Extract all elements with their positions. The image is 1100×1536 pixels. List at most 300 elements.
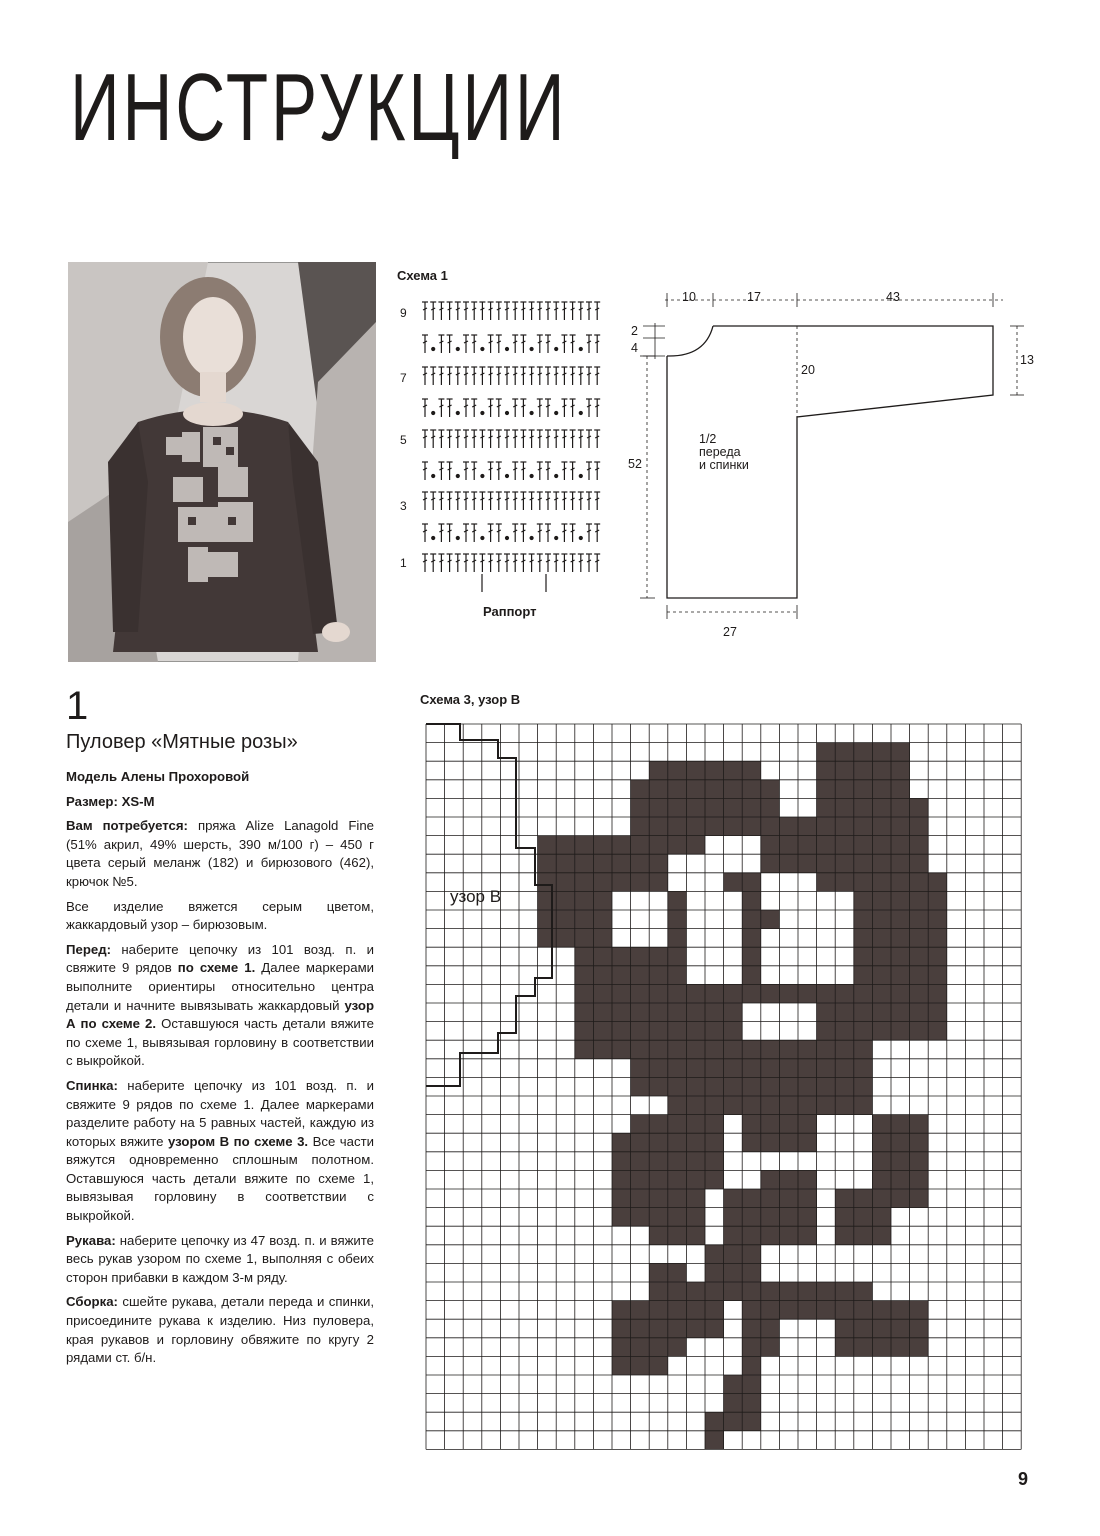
filled-cell	[779, 1077, 798, 1096]
page-number: 9	[1018, 1469, 1029, 1489]
filled-cell	[724, 1282, 743, 1301]
piece-label-1: 1/2	[699, 432, 717, 446]
filled-cell	[761, 798, 780, 817]
filled-cell	[631, 1301, 650, 1320]
filled-cell	[668, 1301, 687, 1320]
filled-cell	[742, 1077, 761, 1096]
filled-cell	[872, 836, 891, 855]
filled-cell	[686, 1170, 705, 1189]
filled-cell	[686, 761, 705, 780]
filled-cell	[910, 1152, 929, 1171]
filled-cell	[631, 1022, 650, 1041]
piece-label-2: переда	[699, 445, 741, 459]
filled-cell	[817, 836, 836, 855]
filled-cell	[779, 1133, 798, 1152]
filled-cell	[668, 1040, 687, 1059]
filled-cell	[742, 1263, 761, 1282]
filled-cell	[835, 1040, 854, 1059]
filled-cell	[872, 854, 891, 873]
filled-cell	[798, 1096, 817, 1115]
filled-cell	[593, 966, 612, 985]
filled-cell	[612, 966, 631, 985]
filled-cell	[668, 929, 687, 948]
filled-cell	[649, 1226, 668, 1245]
filled-cell	[910, 1338, 929, 1357]
stitch-mark	[530, 537, 533, 540]
filled-cell	[649, 1059, 668, 1078]
filled-cell	[631, 798, 650, 817]
filled-cell	[668, 1077, 687, 1096]
filled-cell	[817, 873, 836, 892]
stitch-mark	[579, 348, 582, 351]
filled-cell	[724, 1208, 743, 1227]
stitch-mark	[432, 475, 435, 478]
stitch-mark	[579, 537, 582, 540]
filled-cell	[686, 1077, 705, 1096]
filled-cell	[798, 854, 817, 873]
filled-cell	[649, 1170, 668, 1189]
filled-cell	[724, 1263, 743, 1282]
filled-cell	[891, 1115, 910, 1134]
filled-cell	[872, 1208, 891, 1227]
filled-cell	[835, 798, 854, 817]
filled-cell	[761, 1040, 780, 1059]
filled-cell	[612, 1189, 631, 1208]
filled-cell	[835, 743, 854, 762]
filled-cell	[835, 1319, 854, 1338]
filled-cell	[668, 1152, 687, 1171]
filled-cell	[854, 1338, 873, 1357]
sleeves-paragraph	[66, 1232, 374, 1288]
filled-cell	[612, 1319, 631, 1338]
filled-cell	[649, 1133, 668, 1152]
sleeves-text: наберите цепочку из 47 возд. п. и вяжите весь рукав узором по схеме 1, выполняя с обеих сторон прибавки в каждом 3-м ряду.	[66, 1232, 374, 1285]
filled-cell	[761, 1077, 780, 1096]
filled-cell	[705, 1301, 724, 1320]
filled-cell	[649, 1115, 668, 1134]
filled-cell	[798, 1059, 817, 1078]
filled-cell	[891, 854, 910, 873]
filled-cell	[612, 947, 631, 966]
filled-cell	[649, 798, 668, 817]
filled-cell	[817, 817, 836, 836]
filled-cell	[872, 1022, 891, 1041]
filled-cell	[872, 1152, 891, 1171]
filled-cell	[668, 1226, 687, 1245]
filled-cell	[686, 1208, 705, 1227]
filled-cell	[631, 854, 650, 873]
filled-cell	[854, 1226, 873, 1245]
filled-cell	[761, 1096, 780, 1115]
filled-cell	[910, 1189, 929, 1208]
filled-cell	[668, 836, 687, 855]
filled-cell	[761, 1282, 780, 1301]
filled-cell	[891, 1022, 910, 1041]
filled-cell	[835, 873, 854, 892]
filled-cell	[761, 1115, 780, 1134]
filled-cell	[612, 836, 631, 855]
filled-cell	[854, 1022, 873, 1041]
filled-cell	[575, 910, 594, 929]
repeat-label: Раппорт	[483, 604, 537, 619]
filled-cell	[742, 1375, 761, 1394]
filled-cell	[854, 854, 873, 873]
filled-cell	[891, 1319, 910, 1338]
filled-cell	[854, 947, 873, 966]
filled-cell	[761, 1133, 780, 1152]
stitch-mark	[555, 537, 558, 540]
dim-armhole: 20	[801, 363, 815, 377]
filled-cell	[891, 873, 910, 892]
stitch-mark	[456, 475, 459, 478]
filled-cell	[538, 836, 557, 855]
filled-cell	[649, 1356, 668, 1375]
filled-cell	[854, 1282, 873, 1301]
filled-cell	[891, 1152, 910, 1171]
filled-cell	[742, 1412, 761, 1431]
filled-cell	[761, 854, 780, 873]
filled-cell	[612, 1152, 631, 1171]
filled-cell	[835, 761, 854, 780]
filled-cell	[779, 1115, 798, 1134]
filled-cell	[835, 817, 854, 836]
filled-cell	[724, 1412, 743, 1431]
filled-cell	[854, 780, 873, 799]
filled-cell	[668, 966, 687, 985]
filled-cell	[649, 1077, 668, 1096]
filled-cell	[910, 854, 929, 873]
filled-cell	[686, 817, 705, 836]
filled-cell	[649, 1208, 668, 1227]
filled-cell	[612, 984, 631, 1003]
filled-cell	[891, 817, 910, 836]
filled-cell	[631, 1003, 650, 1022]
filled-cell	[817, 1077, 836, 1096]
front-bold-1: по схеме 1.	[177, 960, 256, 976]
filled-cell	[835, 1003, 854, 1022]
filled-cell	[742, 873, 761, 892]
filled-cell	[742, 1245, 761, 1264]
filled-cell	[575, 1022, 594, 1041]
filled-cell	[668, 1338, 687, 1357]
filled-cell	[761, 1059, 780, 1078]
filled-cell	[593, 891, 612, 910]
filled-cell	[631, 984, 650, 1003]
filled-cell	[798, 1040, 817, 1059]
filled-cell	[854, 891, 873, 910]
filled-cell	[649, 947, 668, 966]
filled-cell	[705, 1077, 724, 1096]
filled-cell	[612, 1356, 631, 1375]
filled-cell	[854, 984, 873, 1003]
filled-cell	[556, 873, 575, 892]
filled-cell	[779, 984, 798, 1003]
filled-cell	[817, 798, 836, 817]
garment-pattern-diagram	[625, 285, 1045, 645]
filled-cell	[910, 1003, 929, 1022]
filled-cell	[668, 1115, 687, 1134]
assembly-text: сшейте рукава, детали переда и спинки, присоедините рукава к изделию. Низ пуловера, края рукавов и горловину обвяжите по кругу 2 рядами ст. б/н.	[66, 1294, 374, 1366]
dim-neck-width: 10	[682, 290, 696, 304]
filled-cell	[705, 1245, 724, 1264]
scheme1-row-1: 1	[400, 556, 407, 570]
filled-cell	[817, 761, 836, 780]
front-text-2: Далее маркерами выполните ориентиры относительно центра детали и начните вывязывать жаккардовый	[66, 960, 375, 1013]
filled-cell	[910, 798, 929, 817]
filled-cell	[686, 780, 705, 799]
article-number: 1	[66, 684, 89, 728]
filled-cell	[612, 1133, 631, 1152]
filled-cell	[668, 1003, 687, 1022]
filled-cell	[872, 910, 891, 929]
stitch-mark	[579, 412, 582, 415]
filled-cell	[668, 1189, 687, 1208]
filled-cell	[779, 1189, 798, 1208]
filled-cell	[854, 1059, 873, 1078]
filled-cell	[872, 1003, 891, 1022]
filled-cell	[575, 929, 594, 948]
filled-cell	[649, 1022, 668, 1041]
filled-cell	[686, 1282, 705, 1301]
filled-cell	[854, 743, 873, 762]
filled-cell	[742, 1133, 761, 1152]
filled-cell	[872, 1133, 891, 1152]
front-text-1: наберите цепочку из 101 возд. п. и свяжите 9 рядов	[66, 941, 374, 976]
filled-cell	[705, 761, 724, 780]
filled-cell	[835, 780, 854, 799]
filled-cell	[872, 929, 891, 948]
filled-cell	[538, 873, 557, 892]
filled-cell	[854, 1319, 873, 1338]
filled-cell	[798, 1301, 817, 1320]
filled-cell	[910, 836, 929, 855]
filled-cell	[631, 1059, 650, 1078]
filled-cell	[891, 743, 910, 762]
filled-cell	[742, 1096, 761, 1115]
filled-cell	[798, 836, 817, 855]
filled-cell	[686, 798, 705, 817]
filled-cell	[686, 1040, 705, 1059]
filled-cell	[705, 1096, 724, 1115]
filled-cell	[928, 1003, 947, 1022]
model-photo-icon	[68, 262, 376, 662]
filled-cell	[891, 947, 910, 966]
filled-cell	[705, 1412, 724, 1431]
filled-cell	[891, 910, 910, 929]
intro-paragraph: Все изделие вяжется серым цветом, жаккардовый узор – бирюзовым.	[66, 898, 374, 933]
filled-cell	[742, 1282, 761, 1301]
filled-cell	[835, 836, 854, 855]
filled-cell	[891, 780, 910, 799]
filled-cell	[668, 817, 687, 836]
filled-cell	[631, 1319, 650, 1338]
filled-cell	[724, 984, 743, 1003]
filled-cell	[668, 1282, 687, 1301]
filled-cell	[668, 780, 687, 799]
stitch-mark	[579, 475, 582, 478]
filled-cell	[631, 966, 650, 985]
dim-sleeve-length: 43	[886, 290, 900, 304]
filled-cell	[910, 910, 929, 929]
filled-cell	[668, 984, 687, 1003]
filled-cell	[817, 1022, 836, 1041]
filled-cell	[854, 1077, 873, 1096]
filled-cell	[631, 947, 650, 966]
filled-cell	[854, 836, 873, 855]
filled-cell	[649, 780, 668, 799]
size-label: Размер:	[66, 793, 118, 809]
filled-cell	[910, 891, 929, 910]
filled-cell	[835, 1096, 854, 1115]
filled-cell	[854, 929, 873, 948]
filled-cell	[798, 1282, 817, 1301]
filled-cell	[705, 817, 724, 836]
filled-cell	[854, 1003, 873, 1022]
filled-cell	[742, 1301, 761, 1320]
filled-cell	[910, 984, 929, 1003]
filled-cell	[593, 1040, 612, 1059]
filled-cell	[761, 780, 780, 799]
filled-cell	[742, 1226, 761, 1245]
materials-paragraph	[66, 817, 374, 891]
stitch-mark	[481, 412, 484, 415]
filled-cell	[705, 780, 724, 799]
filled-cell	[779, 1170, 798, 1189]
article	[66, 686, 374, 1374]
filled-cell	[835, 1059, 854, 1078]
filled-cell	[724, 1040, 743, 1059]
filled-cell	[631, 1115, 650, 1134]
filled-cell	[631, 1189, 650, 1208]
materials-text: пряжа Alize Lanagold Fine (51% акрил, 49% шерсть, 390 м/100 г) – 450 г цвета серый меланж (182) и бирюзового (462), крючок №5.	[66, 818, 374, 889]
filled-cell	[742, 1115, 761, 1134]
filled-cell	[649, 854, 668, 873]
sleeves-label: Рукава:	[66, 1232, 116, 1248]
filled-cell	[742, 817, 761, 836]
filled-cell	[593, 854, 612, 873]
filled-cell	[612, 1170, 631, 1189]
filled-cell	[705, 984, 724, 1003]
filled-cell	[872, 1170, 891, 1189]
article-size	[66, 793, 374, 812]
filled-cell	[575, 854, 594, 873]
filled-cell	[891, 1301, 910, 1320]
filled-cell	[742, 1208, 761, 1227]
filled-cell	[872, 966, 891, 985]
filled-cell	[817, 1059, 836, 1078]
filled-cell	[761, 1226, 780, 1245]
stitch-mark	[456, 348, 459, 351]
filled-cell	[724, 1394, 743, 1413]
filled-cell	[649, 1263, 668, 1282]
filled-cell	[835, 1282, 854, 1301]
stitch-mark	[506, 348, 509, 351]
filled-cell	[538, 929, 557, 948]
filled-cell	[668, 1208, 687, 1227]
filled-cell	[928, 984, 947, 1003]
front-label: Перед:	[66, 941, 111, 957]
model-photo	[68, 262, 376, 662]
stitch-mark	[456, 412, 459, 415]
filled-cell	[575, 1003, 594, 1022]
filled-cell	[779, 1301, 798, 1320]
filled-cell	[705, 1040, 724, 1059]
filled-cell	[854, 761, 873, 780]
filled-cell	[742, 1356, 761, 1375]
filled-cell	[779, 836, 798, 855]
filled-cell	[575, 947, 594, 966]
filled-cell	[854, 1040, 873, 1059]
filled-cell	[835, 1077, 854, 1096]
filled-cell	[668, 1170, 687, 1189]
filled-cell	[910, 1319, 929, 1338]
filled-cell	[854, 910, 873, 929]
filled-cell	[742, 1338, 761, 1357]
filled-cell	[649, 1301, 668, 1320]
filled-cell	[649, 836, 668, 855]
filled-cell	[742, 1040, 761, 1059]
filled-cell	[742, 891, 761, 910]
front-bold-2: узор А по схеме 2.	[66, 997, 374, 1032]
filled-cell	[872, 1115, 891, 1134]
filled-cell	[649, 984, 668, 1003]
filled-cell	[593, 1003, 612, 1022]
filled-cell	[631, 1133, 650, 1152]
filled-cell	[779, 1208, 798, 1227]
filled-cell	[798, 817, 817, 836]
back-text-1: наберите цепочку из 101 возд. п. и свяжите 9 рядов по схеме 1. Далее маркерами разделите работу на 5 равных частей, каждую из которых вяжите	[66, 1077, 374, 1149]
filled-cell	[686, 1226, 705, 1245]
filled-cell	[910, 1301, 929, 1320]
filled-cell	[742, 1059, 761, 1078]
filled-cell	[891, 836, 910, 855]
filled-cell	[575, 873, 594, 892]
filled-cell	[593, 947, 612, 966]
filled-cell	[910, 1170, 929, 1189]
stitch-mark	[506, 412, 509, 415]
filled-cell	[593, 929, 612, 948]
filled-cell	[631, 780, 650, 799]
filled-cell	[631, 836, 650, 855]
dim-sleeve-height: 13	[1020, 353, 1034, 367]
filled-cell	[556, 910, 575, 929]
article-author: Модель Алены Прохоровой	[66, 769, 250, 784]
filled-cell	[872, 743, 891, 762]
filled-cell	[686, 1096, 705, 1115]
filled-cell	[779, 854, 798, 873]
filled-cell	[612, 1022, 631, 1041]
filled-cell	[761, 817, 780, 836]
filled-cell	[668, 1263, 687, 1282]
filled-cell	[779, 1282, 798, 1301]
filled-cell	[742, 984, 761, 1003]
filled-cell	[538, 891, 557, 910]
filled-cell	[854, 1096, 873, 1115]
filled-cell	[668, 1133, 687, 1152]
filled-cell	[928, 873, 947, 892]
filled-cell	[910, 817, 929, 836]
filled-cell	[724, 1022, 743, 1041]
filled-cell	[742, 929, 761, 948]
filled-cell	[649, 1189, 668, 1208]
stitch-mark	[481, 537, 484, 540]
filled-cell	[649, 1319, 668, 1338]
filled-cell	[891, 1338, 910, 1357]
filled-cell	[649, 1338, 668, 1357]
filled-cell	[835, 984, 854, 1003]
filled-cell	[798, 1189, 817, 1208]
filled-cell	[872, 873, 891, 892]
